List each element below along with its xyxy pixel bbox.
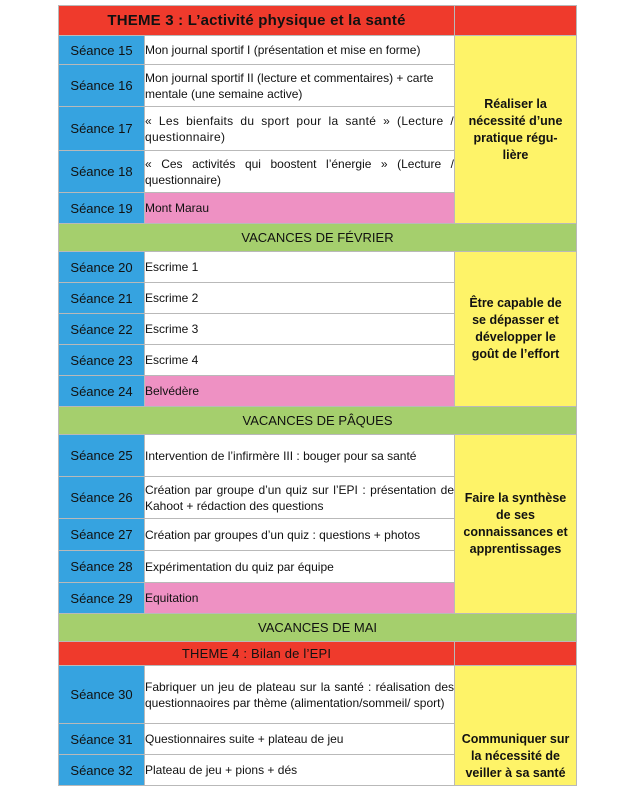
- session-label: Séance 29: [59, 583, 145, 614]
- table-row: [59, 435, 577, 477]
- session-activity: Fabriquer un jeu de plateau sur la santé : réalisation des questionnaoires par thème (alimentation/sommeil/ sport): [145, 666, 455, 724]
- goal-line: Faire la synthèse: [464, 491, 567, 505]
- session-activity: Plateau de jeu + pions + dés: [145, 755, 455, 786]
- goal-line: développer le: [475, 330, 556, 344]
- goal-line: se dépasser et: [472, 313, 559, 327]
- session-label: Séance 32: [59, 755, 145, 786]
- session-label: Séance 15: [59, 36, 145, 65]
- goal-line: pratique régu-: [473, 130, 558, 145]
- vacation-label: VACANCES DE PÂQUES: [59, 407, 577, 435]
- session-activity: Mont Marau: [145, 193, 455, 224]
- vacation-label: VACANCES DE FÉVRIER: [59, 224, 577, 252]
- session-label: Séance 19: [59, 193, 145, 224]
- session-activity: Création par groupe d’un quiz sur l’EPI : présentation de Kahoot + rédaction des questions: [145, 477, 455, 519]
- theme-header-spacer: [455, 642, 577, 666]
- vacation-row: [59, 224, 577, 252]
- goal-line: de ses: [496, 508, 535, 522]
- table-row: [59, 36, 577, 65]
- session-label: Séance 22: [59, 314, 145, 345]
- vacation-row: [59, 407, 577, 435]
- session-label: Séance 25: [59, 435, 145, 477]
- session-activity: Belvédère: [145, 376, 455, 407]
- session-activity: Mon journal sportif I (présentation et mise en forme): [145, 36, 455, 65]
- session-activity: Questionnaires suite + plateau de jeu: [145, 724, 455, 755]
- session-label: Séance 23: [59, 345, 145, 376]
- session-label: Séance 26: [59, 477, 145, 519]
- session-activity: Escrime 2: [145, 283, 455, 314]
- goal-line: Être capable de: [469, 296, 562, 310]
- theme-header-row: [59, 642, 577, 666]
- theme-header-spacer: [455, 6, 577, 36]
- session-label: Séance 30: [59, 666, 145, 724]
- schedule-table: [58, 5, 577, 786]
- goal-cell-1: [455, 36, 577, 224]
- session-label: Séance 28: [59, 551, 145, 583]
- session-activity: Expérimentation du quiz par équipe: [145, 551, 455, 583]
- goal-line: goût de l’effort: [471, 347, 560, 361]
- table-row: [59, 666, 577, 724]
- goal-line: nécessité d’une: [468, 113, 563, 128]
- goal-line: Réaliser la: [484, 96, 547, 111]
- theme-header-row: [59, 6, 577, 36]
- theme-4-title: THEME 4 : Bilan de l’EPI: [59, 642, 455, 666]
- session-activity: Escrime 4: [145, 345, 455, 376]
- session-activity: Equitation: [145, 583, 455, 614]
- goal-line: lière: [502, 147, 529, 162]
- goal-cell-2: [455, 252, 577, 407]
- goal-line: apprentissages: [469, 542, 562, 556]
- session-activity: « Ces activités qui boostent l’énergie » (Lecture / questionnaire): [145, 151, 455, 193]
- goal-cell-3: [455, 435, 577, 614]
- vacation-label: VACANCES DE MAI: [59, 614, 577, 642]
- session-activity: Mon journal sportif II (lecture et commentaires) + carte mentale (une semaine active): [145, 65, 455, 107]
- session-activity: « Les bienfaits du sport pour la santé » (Lecture / questionnaire): [145, 107, 455, 151]
- session-activity: Escrime 1: [145, 252, 455, 283]
- session-label: Séance 24: [59, 376, 145, 407]
- session-label: Séance 20: [59, 252, 145, 283]
- session-label: Séance 21: [59, 283, 145, 314]
- goal-line: connaissances et: [463, 525, 568, 539]
- session-label: Séance 17: [59, 107, 145, 151]
- session-activity: Escrime 3: [145, 314, 455, 345]
- table-row: [59, 252, 577, 283]
- session-label: Séance 31: [59, 724, 145, 755]
- session-activity: Intervention de l’infirmère III : bouger pour sa santé: [145, 435, 455, 477]
- goal-cell-4: [455, 666, 577, 786]
- goal-line: la nécessité de: [471, 749, 560, 763]
- goal-line: Communiquer sur: [461, 732, 570, 746]
- session-label: Séance 27: [59, 519, 145, 551]
- vacation-row: [59, 614, 577, 642]
- session-activity: Création par groupes d’un quiz : questions + photos: [145, 519, 455, 551]
- goal-line: veiller à sa santé: [465, 766, 566, 780]
- session-label: Séance 16: [59, 65, 145, 107]
- theme-3-title: THEME 3 : L’activité physique et la santé: [59, 6, 455, 36]
- session-label: Séance 18: [59, 151, 145, 193]
